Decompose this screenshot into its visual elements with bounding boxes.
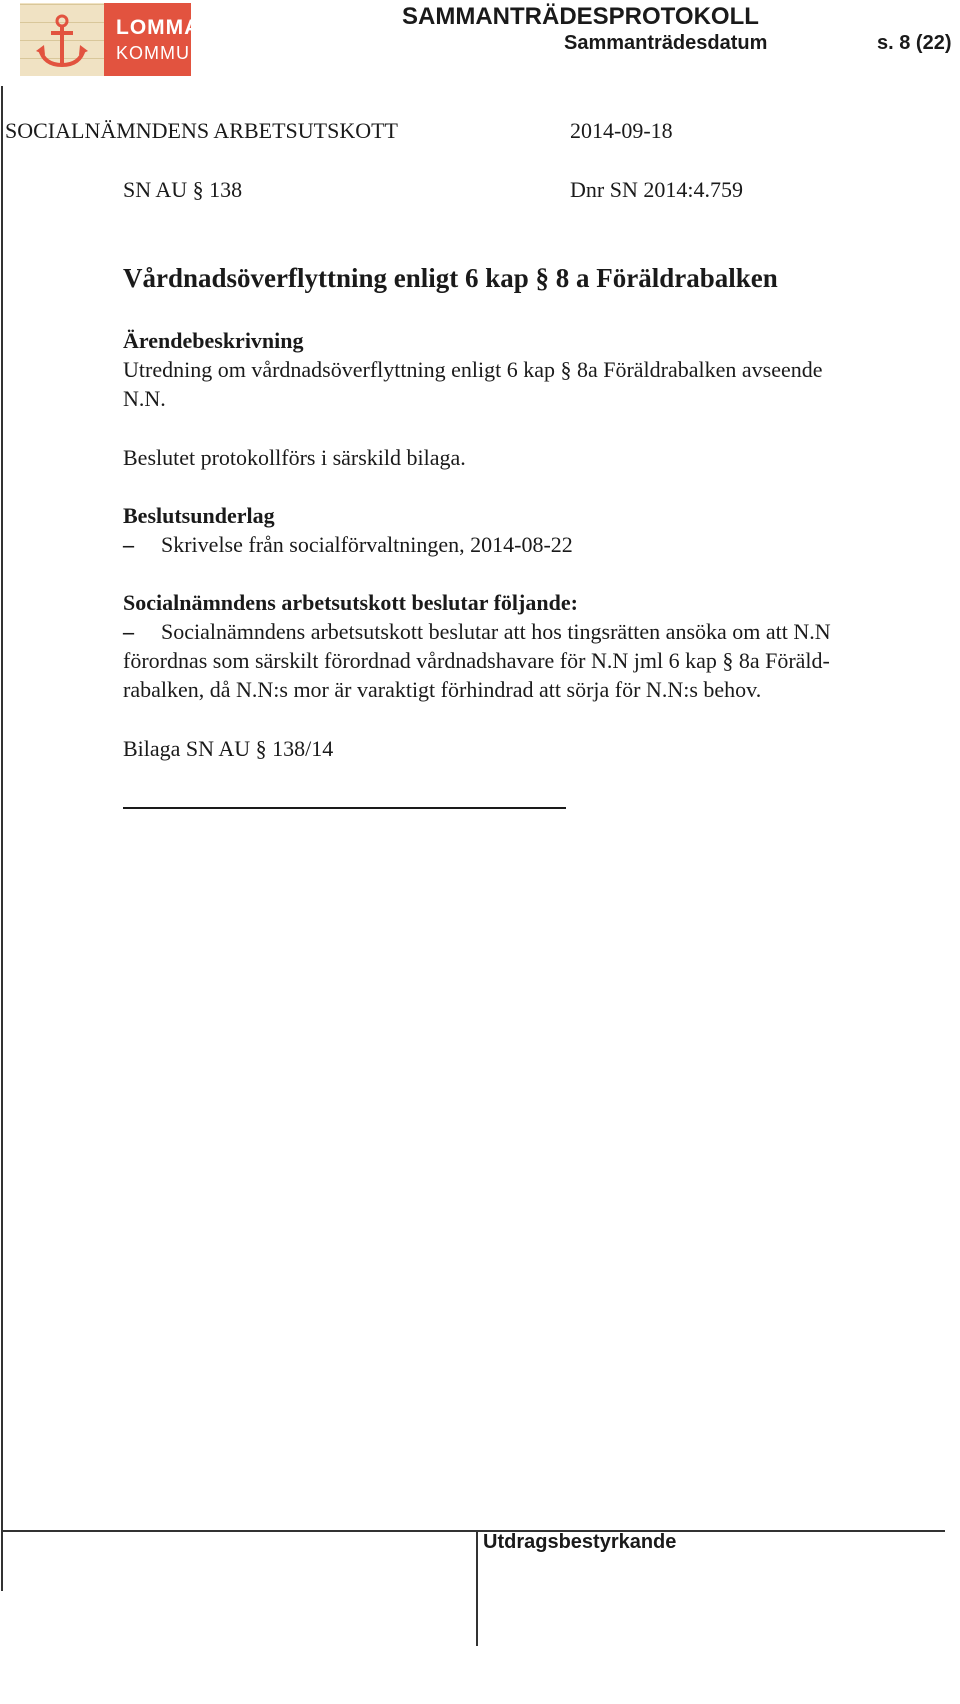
footer-rule: [1, 1530, 945, 1532]
section-label-beslut: Socialnämndens arbetsutskott beslutar följande:: [123, 590, 578, 615]
logo-text-kommun: KOMMUN: [116, 43, 204, 63]
beslut-text-line: förordnas som särskilt förordnad vårdnadshavare för N.N jml 6 kap § 8a Föräld-: [123, 648, 830, 673]
bullet-dash: –: [123, 532, 134, 557]
bullet-dash: –: [123, 619, 134, 644]
document-type-title: SAMMANTRÄDESPROTOKOLL: [402, 3, 759, 30]
footer-divider: [476, 1531, 478, 1646]
diary-number: Dnr SN 2014:4.759: [570, 177, 743, 202]
page-number: s. 8 (22): [877, 32, 952, 54]
underlag-item: Skrivelse från socialförvaltningen, 2014-08-22: [161, 532, 573, 557]
separator-line: [123, 807, 566, 809]
arende-text-line: N.N.: [123, 386, 166, 411]
left-margin-rule: [1, 86, 3, 1591]
matter-heading: Vårdnadsöverflyttning enligt 6 kap § 8 a Föräldrabalken: [123, 263, 778, 293]
anchor-icon: [32, 11, 92, 71]
paragraph-number: SN AU § 138: [123, 177, 243, 202]
logo-text-lomma: LOMMA: [116, 16, 201, 39]
beslut-text-line: Socialnämndens arbetsutskott beslutar att hos tingsrätten ansöka om att N.N: [161, 619, 831, 644]
protocol-note: Beslutet protokollförs i särskild bilaga.: [123, 445, 466, 470]
meeting-date: 2014-09-18: [570, 118, 673, 143]
committee-name: SOCIALNÄMNDENS ARBETSUTSKOTT: [5, 118, 398, 143]
section-label-arendebeskrivning: Ärendebeskrivning: [123, 328, 304, 353]
lomma-kommun-logo: [20, 3, 204, 76]
certification-label: Utdragsbestyrkande: [483, 1531, 677, 1553]
meeting-date-label: Sammanträdesdatum: [564, 32, 768, 54]
beslut-text-line: rabalken, då N.N:s mor är varaktigt förhindrad att sörja för N.N:s behov.: [123, 677, 762, 702]
arende-text-line: Utredning om vårdnadsöverflyttning enligt 6 kap § 8a Föräldrabalken avseende: [123, 357, 823, 382]
attachment-reference: Bilaga SN AU § 138/14: [123, 736, 334, 761]
section-label-beslutsunderlag: Beslutsunderlag: [123, 503, 275, 528]
